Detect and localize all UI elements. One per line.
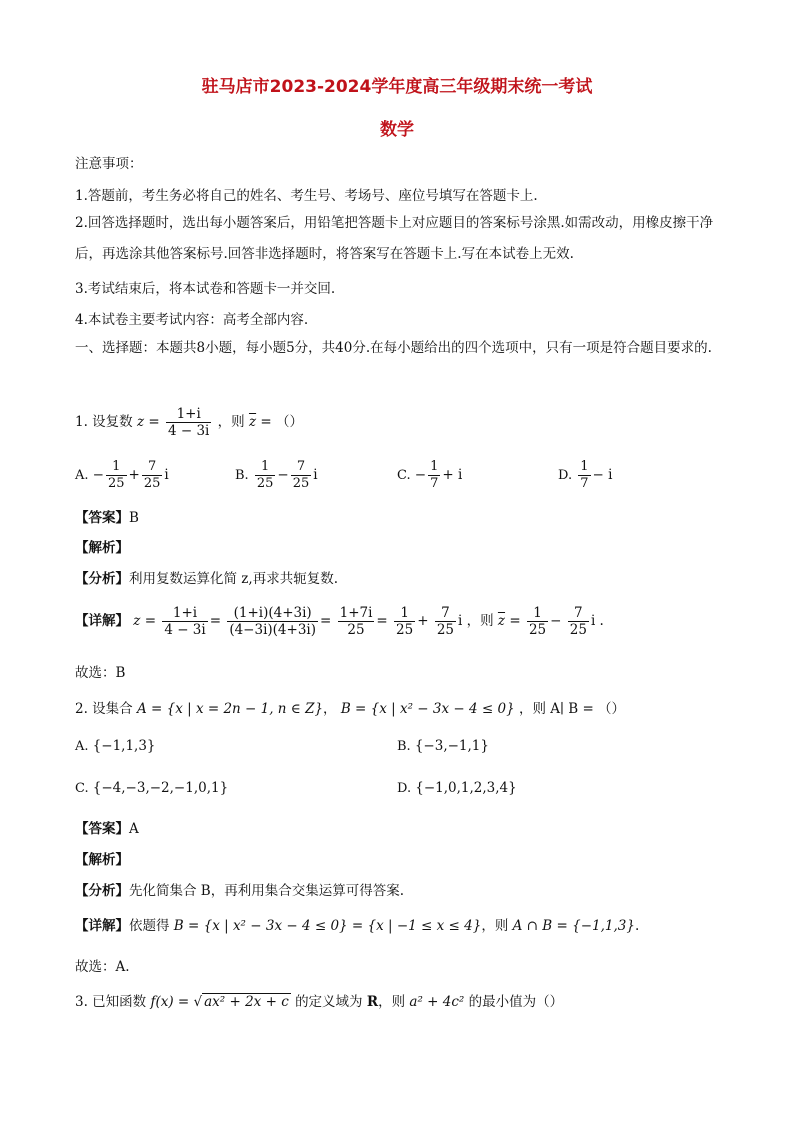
q2-option-b-label: B. [397,739,411,754]
section-heading: 一、选择题：本题共8小题，每小题5分，共40分.在每小题给出的四个选项中，只有一项是符合题目要求的. [75,340,712,356]
q1-xj-f7d: 25 [569,622,587,638]
q1-xj-f2d: (4−3i)(4+3i) [229,622,316,638]
q2-sep: ， [323,701,337,717]
q1-fenxi-tag: 【分析】 [75,571,129,587]
q1-option-a-sign: − [92,467,104,483]
q1-option-a-op: + [128,467,140,483]
q2-fenxi-text: 先化简集合 B，再利用集合交集运算可得答案. [129,883,405,899]
q2-analysis [75,848,129,868]
q3-mid: 的定义域为 [295,994,363,1010]
q2-answer-tag: 【答案】 [75,821,129,837]
q1-analysis [75,536,129,556]
q1-tail: = （） [260,414,303,430]
q1-option-b-label: B. [235,468,249,483]
q2-xiangjie-math: B = {x | x² − 3x − 4 ≤ 0} = {x | −1 ≤ x ≤ 4} [173,918,482,934]
q3-fx: f(x) = [150,994,190,1010]
notes-heading: 注意事项： [75,156,143,172]
q1-answer [75,506,139,526]
q2-xiangjie [75,914,639,934]
q3-tail: 的最小值为（） [468,994,564,1010]
q1-xj-f4n: 1 [394,605,415,622]
q2-prefix: 2. 设集合 [75,701,133,717]
q1-final: 故选：B [75,665,126,681]
q3-mid2: ，则 [378,994,406,1010]
q2-xiangjie-tag: 【详解】 [75,918,129,934]
q2-xiangjie-res: A ∩ B = {−1,1,3} [512,918,635,934]
q1-option-b-end: i [313,467,318,483]
q1-option-d-label: D. [558,468,573,483]
q1-option-c-op: + i [442,467,463,483]
q1-option-b-d2: 25 [292,476,310,491]
q2-option-d[interactable] [397,780,517,796]
q1-option-d-n1: 1 [580,459,589,474]
q3-expr: a² + 4c² [409,994,465,1010]
q3-radicand: ax² + 2x + c [204,994,289,1010]
q2-answer [75,817,139,837]
q1-xj-f6n: 1 [527,605,548,622]
q2-fenxi [75,879,404,899]
q2-tail: ，则 A∣ B = （） [518,701,626,717]
q1-option-c[interactable] [397,459,462,492]
question-1 [75,406,303,439]
q1-suffix: ，则 [217,414,245,430]
q1-xj-f1n: 1+i [162,605,207,622]
q2-xiangjie-pre: 依题得 [129,918,170,934]
q1-option-b-op: − [277,467,289,483]
q2-option-c-label: C. [75,781,89,796]
question-2 [75,697,625,717]
q1-fenxi-text: 利用复数运算化简 z,再求共轭复数. [129,571,338,587]
q1-option-b[interactable] [235,459,318,492]
note-item-3: 3.考试结束后，将本试卷和答题卡一并交回. [75,281,336,297]
q1-xj-f2n: (1+i)(4+3i) [227,605,318,622]
q1-zbar: $\overline{z}$ [248,414,257,430]
q2-option-c-value: {−4,−3,−2,−1,0,1} [92,780,229,796]
q2-set-b: B = {x | x² − 3x − 4 ≤ 0} [340,701,515,717]
q1-option-a-d2: 25 [143,476,161,491]
q3-R: R [366,994,379,1010]
q2-option-b[interactable] [397,738,489,754]
exam-title: 驻马店市2023-2024学年度高三年级期末统一考试 [201,77,593,97]
q1-option-b-n2: 7 [291,459,312,476]
q1-xj-f5n: 7 [435,605,456,622]
q1-option-d-op: − i [592,467,613,483]
q2-set-a: A = {x | x = 2n − 1, n ∈ Z} [136,701,324,717]
q1-option-b-d1: 25 [256,476,274,491]
q1-option-c-d1: 7 [430,476,439,491]
note-item-4: 4.本试卷主要考试内容：高考全部内容. [75,312,309,328]
q1-answer-value: B [129,510,139,526]
q2-option-a-value: {−1,1,3} [92,738,156,754]
q1-option-a[interactable] [75,459,169,492]
q1-answer-tag: 【答案】 [75,510,129,526]
q2-option-c[interactable] [75,780,228,796]
q1-xj-mid: ，则 [466,613,494,629]
q1-xj-f3n: 1+7i [339,605,373,621]
q2-xiangjie-mid: ，则 [481,918,509,934]
q1-xiangjie: 【详解】 z = $\frac{1+i}{4 - 3i}$ = $\frac{(1+i)(4+3i)}{(4-3i)(4+3i)}$ = $\frac{1+7i}{25}$ = $\frac{1}{25}$ + $\frac{7}{25}$ i ，则 $\overline{z}$ = $\frac{1}{25}$ − $\frac{7}{25}$ i . [75,605,604,638]
q1-option-b-n1: 1 [255,459,276,476]
q2-analysis-tag: 【解析】 [75,852,129,868]
q1-xiangjie-tag: 【详解】 [75,613,129,629]
note-item-1: 1.答题前，考生务必将自己的姓名、考生号、考场号、座位号填写在答题卡上. [75,188,538,204]
q2-fenxi-tag: 【分析】 [75,883,129,899]
question-3: 3. 已知函数 f(x) = √ ax² + 2x + c 的定义域为 R，则 a² + 4c² 的最小值为（） [75,994,564,1010]
note-item-2: 2.回答选择题时，选出每小题答案后，用铅笔把答题卡上对应题目的答案标号涂黑.如需改动，用橡皮擦干净后，再选涂其他答案标号.回答非选择题时，将答案写在答题卡上.写在本试卷上无效. [75,215,714,262]
subject-title: 数学 [380,120,414,140]
q2-option-b-value: {−3,−1,1} [414,738,489,754]
q1-z: z = [136,414,160,430]
q1-fenxi [75,567,338,587]
q1-option-d[interactable] [558,459,612,492]
q1-xj-f5d: 25 [436,622,455,638]
q2-answer-value: A [129,821,139,837]
q2-xiangjie-end: . [634,918,640,934]
q1-option-a-end: i [164,467,169,483]
q1-option-a-n1: 1 [106,459,127,476]
q2-option-a-label: A. [75,739,89,754]
q2-option-a[interactable] [75,738,156,754]
q1-xj-f3d: 25 [347,622,365,638]
q1-num: 1+i [166,406,211,423]
q1-option-c-label: C. [397,468,411,483]
q1-option-a-n2: 7 [142,459,163,476]
q1-xj-f7n: 7 [568,605,589,622]
q2-option-d-label: D. [397,781,412,796]
q1-analysis-tag: 【解析】 [75,540,129,556]
q1-option-c-n1: 1 [430,459,439,474]
q2-final: 故选：A. [75,959,130,975]
q2-option-d-value: {−1,0,1,2,3,4} [415,780,517,796]
q1-xj-f4d: 25 [396,622,414,638]
q1-option-c-sign: − [414,467,427,483]
q1-xj-f1d: 4 − 3i [164,622,206,638]
q1-option-a-label: A. [75,468,89,483]
q1-option-d-d1: 7 [580,476,589,491]
q3-prefix: 3. 已知函数 [75,994,147,1010]
q1-den: 4 − 3i [167,423,210,439]
q1-xj-f6d: 25 [528,622,547,638]
q1-fraction [166,406,211,439]
q1-option-a-d1: 25 [107,476,125,491]
q1-prefix: 1. 设复数 [75,414,133,430]
q1-xj-z: z = [133,613,157,629]
